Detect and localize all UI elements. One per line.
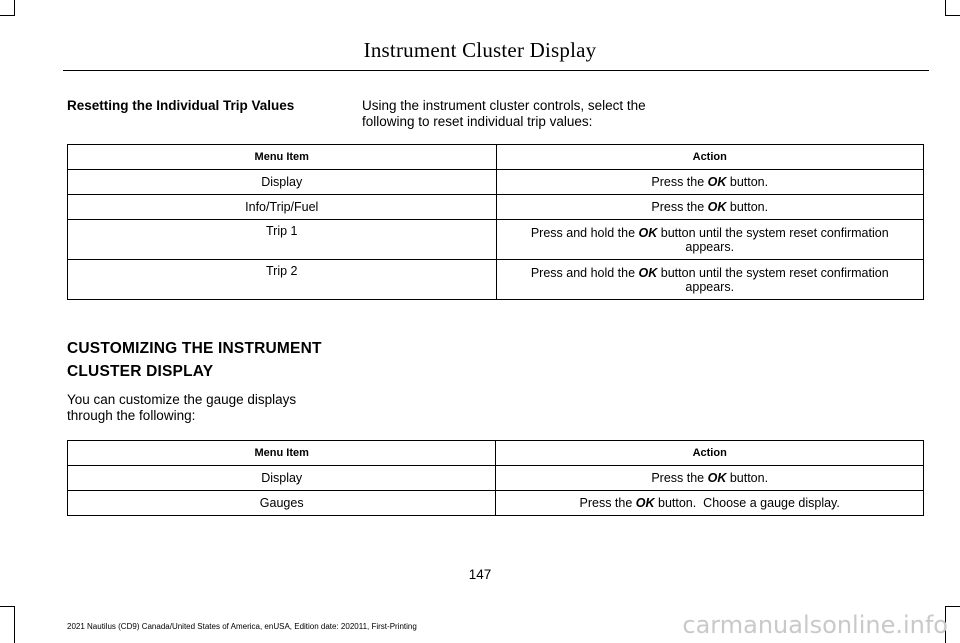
table-row (68, 220, 924, 260)
crop-mark-bottom-left (0, 606, 15, 607)
ok-button-ref: OK (638, 265, 658, 280)
reset-trip-table (67, 144, 924, 300)
table-header-row (68, 145, 924, 170)
crop-mark-top-left (14, 0, 15, 16)
column-header-menu-item: Menu Item (68, 441, 496, 466)
page-number: 147 (468, 567, 492, 582)
table-row (68, 195, 924, 220)
page-title: Instrument Cluster Display (363, 38, 597, 62)
section-heading-reset-trip: Resetting the Individual Trip Values (67, 98, 295, 113)
crop-mark-top-left (0, 15, 15, 16)
crop-mark-top-right (945, 15, 960, 16)
section-body-text: You can customize the gauge displays through the following: (67, 392, 297, 423)
action-cell: Press the OK button. (496, 195, 924, 220)
ok-button-ref: OK (707, 471, 727, 485)
action-cell: Press the OK button. (496, 170, 924, 195)
table-row (68, 170, 924, 195)
menu-item-cell: Info/Trip/Fuel (68, 195, 497, 220)
menu-item-cell: Display (68, 466, 496, 491)
edition-footer: 2021 Nautilus (CD9) Canada/United States of America, enUSA, Edition date: 202011, First-Printing (67, 622, 417, 631)
ok-button-ref: OK (635, 496, 655, 510)
menu-item-cell: Trip 1 (68, 220, 497, 260)
column-header-action: Action (496, 145, 924, 170)
ok-button-ref: OK (638, 225, 658, 240)
action-cell: Press and hold the OK button until the system reset confirmation appears. (496, 220, 924, 260)
crop-mark-bottom-right (945, 606, 960, 607)
action-cell: Press the OK button. Choose a gauge display. (496, 491, 924, 516)
menu-item-cell: Display (68, 170, 497, 195)
header-divider (63, 70, 929, 71)
section-intro-text: Using the instrument cluster controls, select the following to reset individual trip values: (362, 98, 646, 129)
section-heading-customize: CUSTOMIZING THE INSTRUMENT CLUSTER DISPLAY (67, 340, 322, 380)
action-cell: Press and hold the OK button until the system reset confirmation appears. (496, 260, 924, 300)
column-header-action: Action (496, 441, 924, 466)
watermark: carmanualsonline.info (682, 611, 948, 639)
crop-mark-bottom-left (14, 606, 15, 643)
customize-display-table (67, 440, 924, 516)
menu-item-cell: Trip 2 (68, 260, 497, 300)
ok-button-ref: OK (707, 200, 727, 214)
table-row (68, 466, 924, 491)
ok-button-ref: OK (707, 175, 727, 189)
crop-mark-top-right (945, 0, 946, 16)
menu-item-cell: Gauges (68, 491, 496, 516)
column-header-menu-item: Menu Item (68, 145, 497, 170)
table-row (68, 491, 924, 516)
table-row (68, 260, 924, 300)
action-cell: Press the OK button. (496, 466, 924, 491)
table-header-row (68, 441, 924, 466)
